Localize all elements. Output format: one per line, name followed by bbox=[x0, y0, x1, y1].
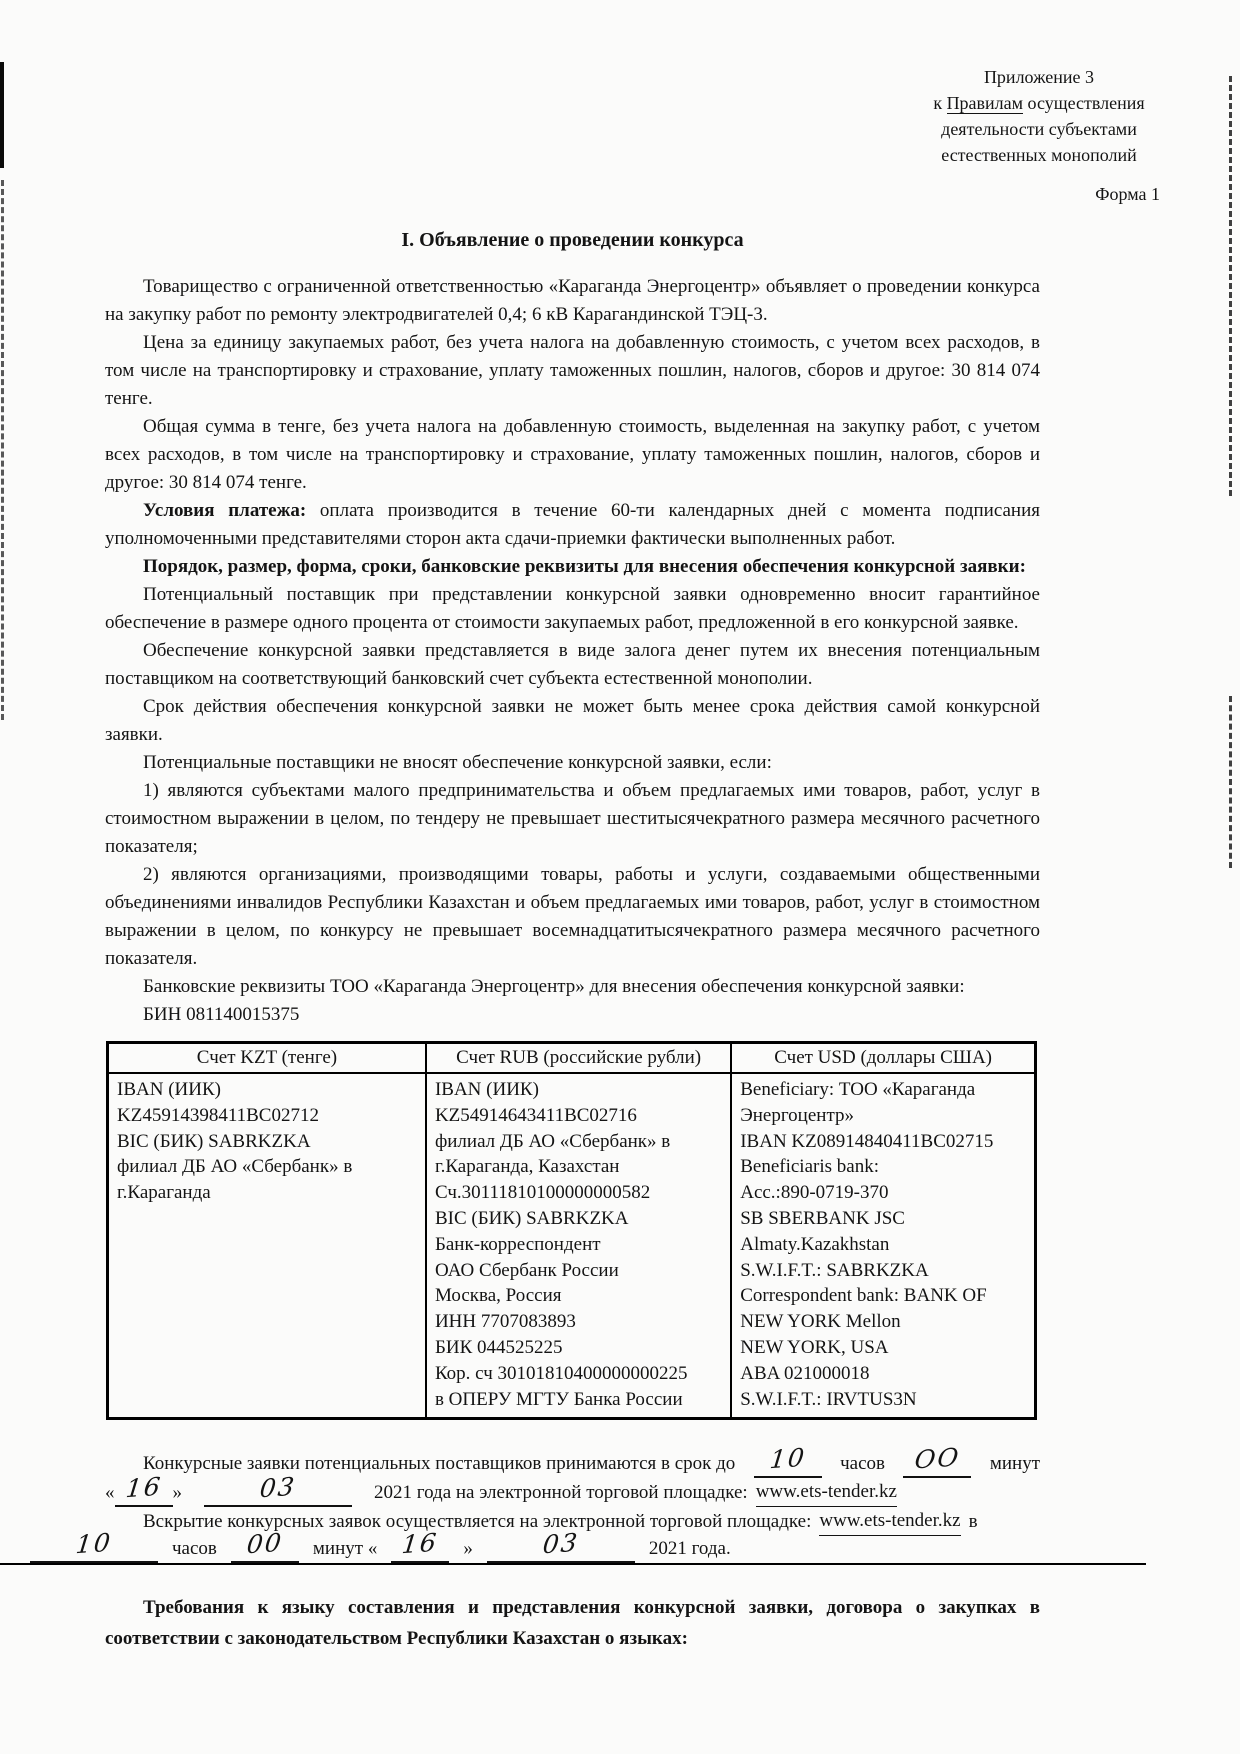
paragraph: Обеспечение конкурсной заявки представляется в виде залога денег путем их внесения потенциальным поставщиком на соответствующий банковский счет субъекта естественной монополии. bbox=[105, 640, 1040, 689]
bank-detail-line: ОАО Сбербанк России bbox=[434, 1259, 619, 1281]
bank-table-column-header: Счет USD (доллары США) bbox=[731, 1043, 1035, 1074]
day-blank: 16 bbox=[115, 1477, 173, 1507]
submission-line-2 bbox=[105, 1472, 1040, 1507]
bank-detail-line: филиал ДБ АО «Сбербанк» в bbox=[117, 1156, 353, 1178]
submission-line-4 bbox=[0, 1528, 1146, 1565]
bank-table-body-row bbox=[108, 1073, 1036, 1419]
opening-month-blank: 03 bbox=[487, 1533, 635, 1563]
paragraph: 1) являются субъектами малого предпринимательства и объем предлагаемых ими товаров, работ, услуг в стоимостном выражении в целом, по тендеру не превышает шеститысячекратного размера месячного расчетного показателя; bbox=[105, 780, 1040, 857]
bank-table-header-row bbox=[108, 1043, 1036, 1074]
bank-detail-line: Almaty.Kazakhstan bbox=[740, 1233, 890, 1255]
bank-detail-line: IBAN (ИИК) bbox=[117, 1079, 221, 1100]
bank-detail-line: Кор. сч 30101810400000000225 bbox=[434, 1362, 688, 1384]
opening-year-text: 2021 года. bbox=[648, 1538, 731, 1560]
bank-table-column-header: Счет KZT (тенге) bbox=[108, 1043, 426, 1074]
bank-detail-line: SB SBERBANK JSC bbox=[740, 1207, 905, 1229]
year-platform-text: 2021 года на электронной торговой площадке: bbox=[374, 1482, 748, 1504]
bank-detail-line: Beneficiaris bank: bbox=[740, 1156, 879, 1178]
appendix-line-3: деятельности субъектами bbox=[941, 119, 1137, 139]
submission-line-1 bbox=[105, 1442, 1040, 1478]
minutes-blank: ОО bbox=[903, 1448, 971, 1478]
paragraph: Срок действия обеспечения конкурсной заявки не может быть менее срока действия самой конкурсной заявки. bbox=[105, 696, 1040, 745]
paragraph: Потенциальные поставщики не вносят обеспечение конкурсной заявки, если: bbox=[143, 752, 772, 773]
bank-detail-line: Correspondent bank: BANK OF bbox=[740, 1285, 987, 1307]
paragraph: Цена за единицу закупаемых работ, без учета налога на добавленную стоимость, с учетом всех расходов, в том числе на транспортировку и страхование, уплату таможенных пошлин, налогов, сборов и другое: 30 814 074 тенге. bbox=[105, 332, 1040, 409]
opening-minutes-blank: 00 bbox=[231, 1533, 299, 1563]
paragraph: Потенциальный поставщик при представлении конкурсной заявки одновременно вносит гарантийное обеспечение в размере одного процента от стоимости закупаемых работ, предложенной в его конкурсной заявке. bbox=[105, 584, 1040, 633]
paragraph: Условия платежа: оплата производится в течение 60-ти календарных дней с момента подписания уполномоченными представителями сторон акта сдачи-приемки фактически выполненных работ. bbox=[105, 500, 1040, 549]
appendix-line-2: к Правилам осуществления bbox=[933, 93, 1145, 113]
bank-table-cell bbox=[731, 1073, 1035, 1419]
hours-blank: 10 bbox=[754, 1448, 822, 1478]
bank-detail-line: S.W.I.F.T.: IRVTUS3N bbox=[740, 1388, 917, 1410]
bank-detail-line: г.Караганда, Казахстан bbox=[434, 1156, 620, 1178]
paragraph: 2) являются организациями, производящими товары, работы и услуги, создаваемыми общественными объединениями инвалидов Республики Казахстан и объем предлагаемых ими товаров, работ, услуг в стоимостном выражении в целом, по конкурсу не превышает восемнадцатитысячекратного размера месячного расчетного показателя. bbox=[105, 864, 1040, 969]
paragraph: Товарищество с ограниченной ответственностью «Караганда Энергоцентр» объявляет о проведении конкурса на закупку работ по ремонту электродвигателей 0,4; 6 кВ Карагандинской ТЭЦ-3. bbox=[105, 276, 1040, 325]
month-blank: 03 bbox=[204, 1477, 352, 1507]
bank-detail-line: KZ45914398411BC02712 bbox=[117, 1104, 319, 1126]
appendix-line-4: естественных монополий bbox=[941, 145, 1137, 165]
form-number-label: Форма 1 bbox=[1095, 184, 1160, 204]
bank-detail-line: Москва, Россия bbox=[434, 1285, 562, 1307]
bank-detail-line: Beneficiary: ТОО «Караганда bbox=[740, 1079, 976, 1100]
bank-detail-line: Банк-корреспондент bbox=[434, 1233, 601, 1255]
bank-detail-line: NEW YORK Mellon bbox=[740, 1311, 901, 1333]
scan-artifact-left-bar bbox=[0, 62, 4, 168]
bank-detail-line: BIC (БИК) SABRKZKA bbox=[434, 1207, 629, 1229]
bank-detail-line: в ОПЕРУ МГТУ Банка России bbox=[434, 1388, 683, 1410]
minutes-word: минут bbox=[989, 1453, 1040, 1475]
opening-day-blank: 16 bbox=[391, 1533, 449, 1563]
opening-minutes-word: минут « bbox=[312, 1538, 378, 1560]
bank-table-column-header: Счет RUB (российские рубли) bbox=[426, 1043, 731, 1074]
scan-artifact-left-dashes bbox=[1, 180, 4, 720]
opening-platform-url: www.ets-tender.kz bbox=[819, 1507, 960, 1536]
paragraph: Банковские реквизиты ТОО «Караганда Энергоцентр» для внесения обеспечения конкурсной заявки: bbox=[143, 976, 965, 997]
bank-detail-line: Acc.:890-0719-370 bbox=[740, 1182, 889, 1204]
opening-close-quote: » bbox=[463, 1538, 473, 1560]
scan-artifact-right-dashes-mid bbox=[1229, 696, 1232, 868]
bank-detail-line: г.Караганда bbox=[117, 1182, 211, 1204]
paragraph: Общая сумма в тенге, без учета налога на добавленную стоимость, выделенная на закупку работ, с учетом всех расходов, в том числе на транспортировку и страхование, уплату таможенных пошлин, налогов, сборов и другое: 30 814 074 тенге. bbox=[105, 416, 1040, 493]
bank-detail-line: БИК 044525225 bbox=[434, 1336, 563, 1358]
accept-prefix-text: Конкурсные заявки потенциальных поставщиков принимаются в срок до bbox=[143, 1453, 736, 1475]
bank-detail-line: филиал ДБ АО «Сбербанк» в bbox=[434, 1130, 671, 1152]
bank-detail-line: ИНН 7707083893 bbox=[434, 1311, 576, 1333]
hours-word: часов bbox=[840, 1453, 886, 1475]
opening-hours-word: часов bbox=[172, 1538, 217, 1560]
open-quote: « bbox=[105, 1482, 115, 1504]
bank-detail-line: IBAN (ИИК) bbox=[434, 1079, 539, 1100]
bank-detail-line: S.W.I.F.T.: SABRKZKA bbox=[740, 1259, 929, 1281]
rules-underlined-word: Правилам bbox=[946, 93, 1024, 113]
bank-table-cell bbox=[108, 1073, 426, 1419]
close-quote: » bbox=[172, 1482, 182, 1504]
document-content bbox=[74, 0, 1040, 1654]
opening-prefix-text: Вскрытие конкурсных заявок осуществляется на электронной торговой площадке: bbox=[143, 1511, 812, 1533]
bank-detail-line: Сч.30111810100000000582 bbox=[434, 1182, 651, 1204]
opening-hours-blank: 10 bbox=[30, 1533, 158, 1563]
opening-in-word: в bbox=[968, 1511, 978, 1533]
bank-detail-line: Энергоцентр» bbox=[740, 1104, 854, 1126]
paragraph: Порядок, размер, форма, сроки, банковские реквизиты для внесения обеспечения конкурсной заявки: bbox=[143, 556, 1026, 577]
scan-artifact-right-dashes-top bbox=[1229, 76, 1232, 496]
appendix-line-1: Приложение 3 bbox=[983, 67, 1095, 87]
bank-detail-line: IBAN KZ08914840411BC02715 bbox=[740, 1130, 994, 1152]
bank-details-table bbox=[106, 1041, 1037, 1420]
bank-detail-line: KZ54914643411BC02716 bbox=[434, 1104, 637, 1126]
language-requirements-paragraph: Требования к языку составления и представления конкурсной заявки, договора о закупках в соответствии с законодательством Республики Казахстан о языках: bbox=[105, 1597, 1040, 1650]
bank-detail-line: ABA 021000018 bbox=[740, 1362, 870, 1384]
paragraph: БИН 081140015375 bbox=[143, 1004, 300, 1025]
bank-table-cell bbox=[426, 1073, 731, 1419]
bank-detail-line: BIC (БИК) SABRKZKA bbox=[117, 1130, 311, 1152]
bank-detail-line: NEW YORK, USA bbox=[740, 1336, 889, 1358]
body-paragraphs bbox=[105, 273, 1040, 1029]
submission-section bbox=[74, 1442, 1040, 1565]
platform-url: www.ets-tender.kz bbox=[756, 1478, 897, 1507]
document-title: I. Объявление о проведении конкурса bbox=[401, 229, 744, 251]
